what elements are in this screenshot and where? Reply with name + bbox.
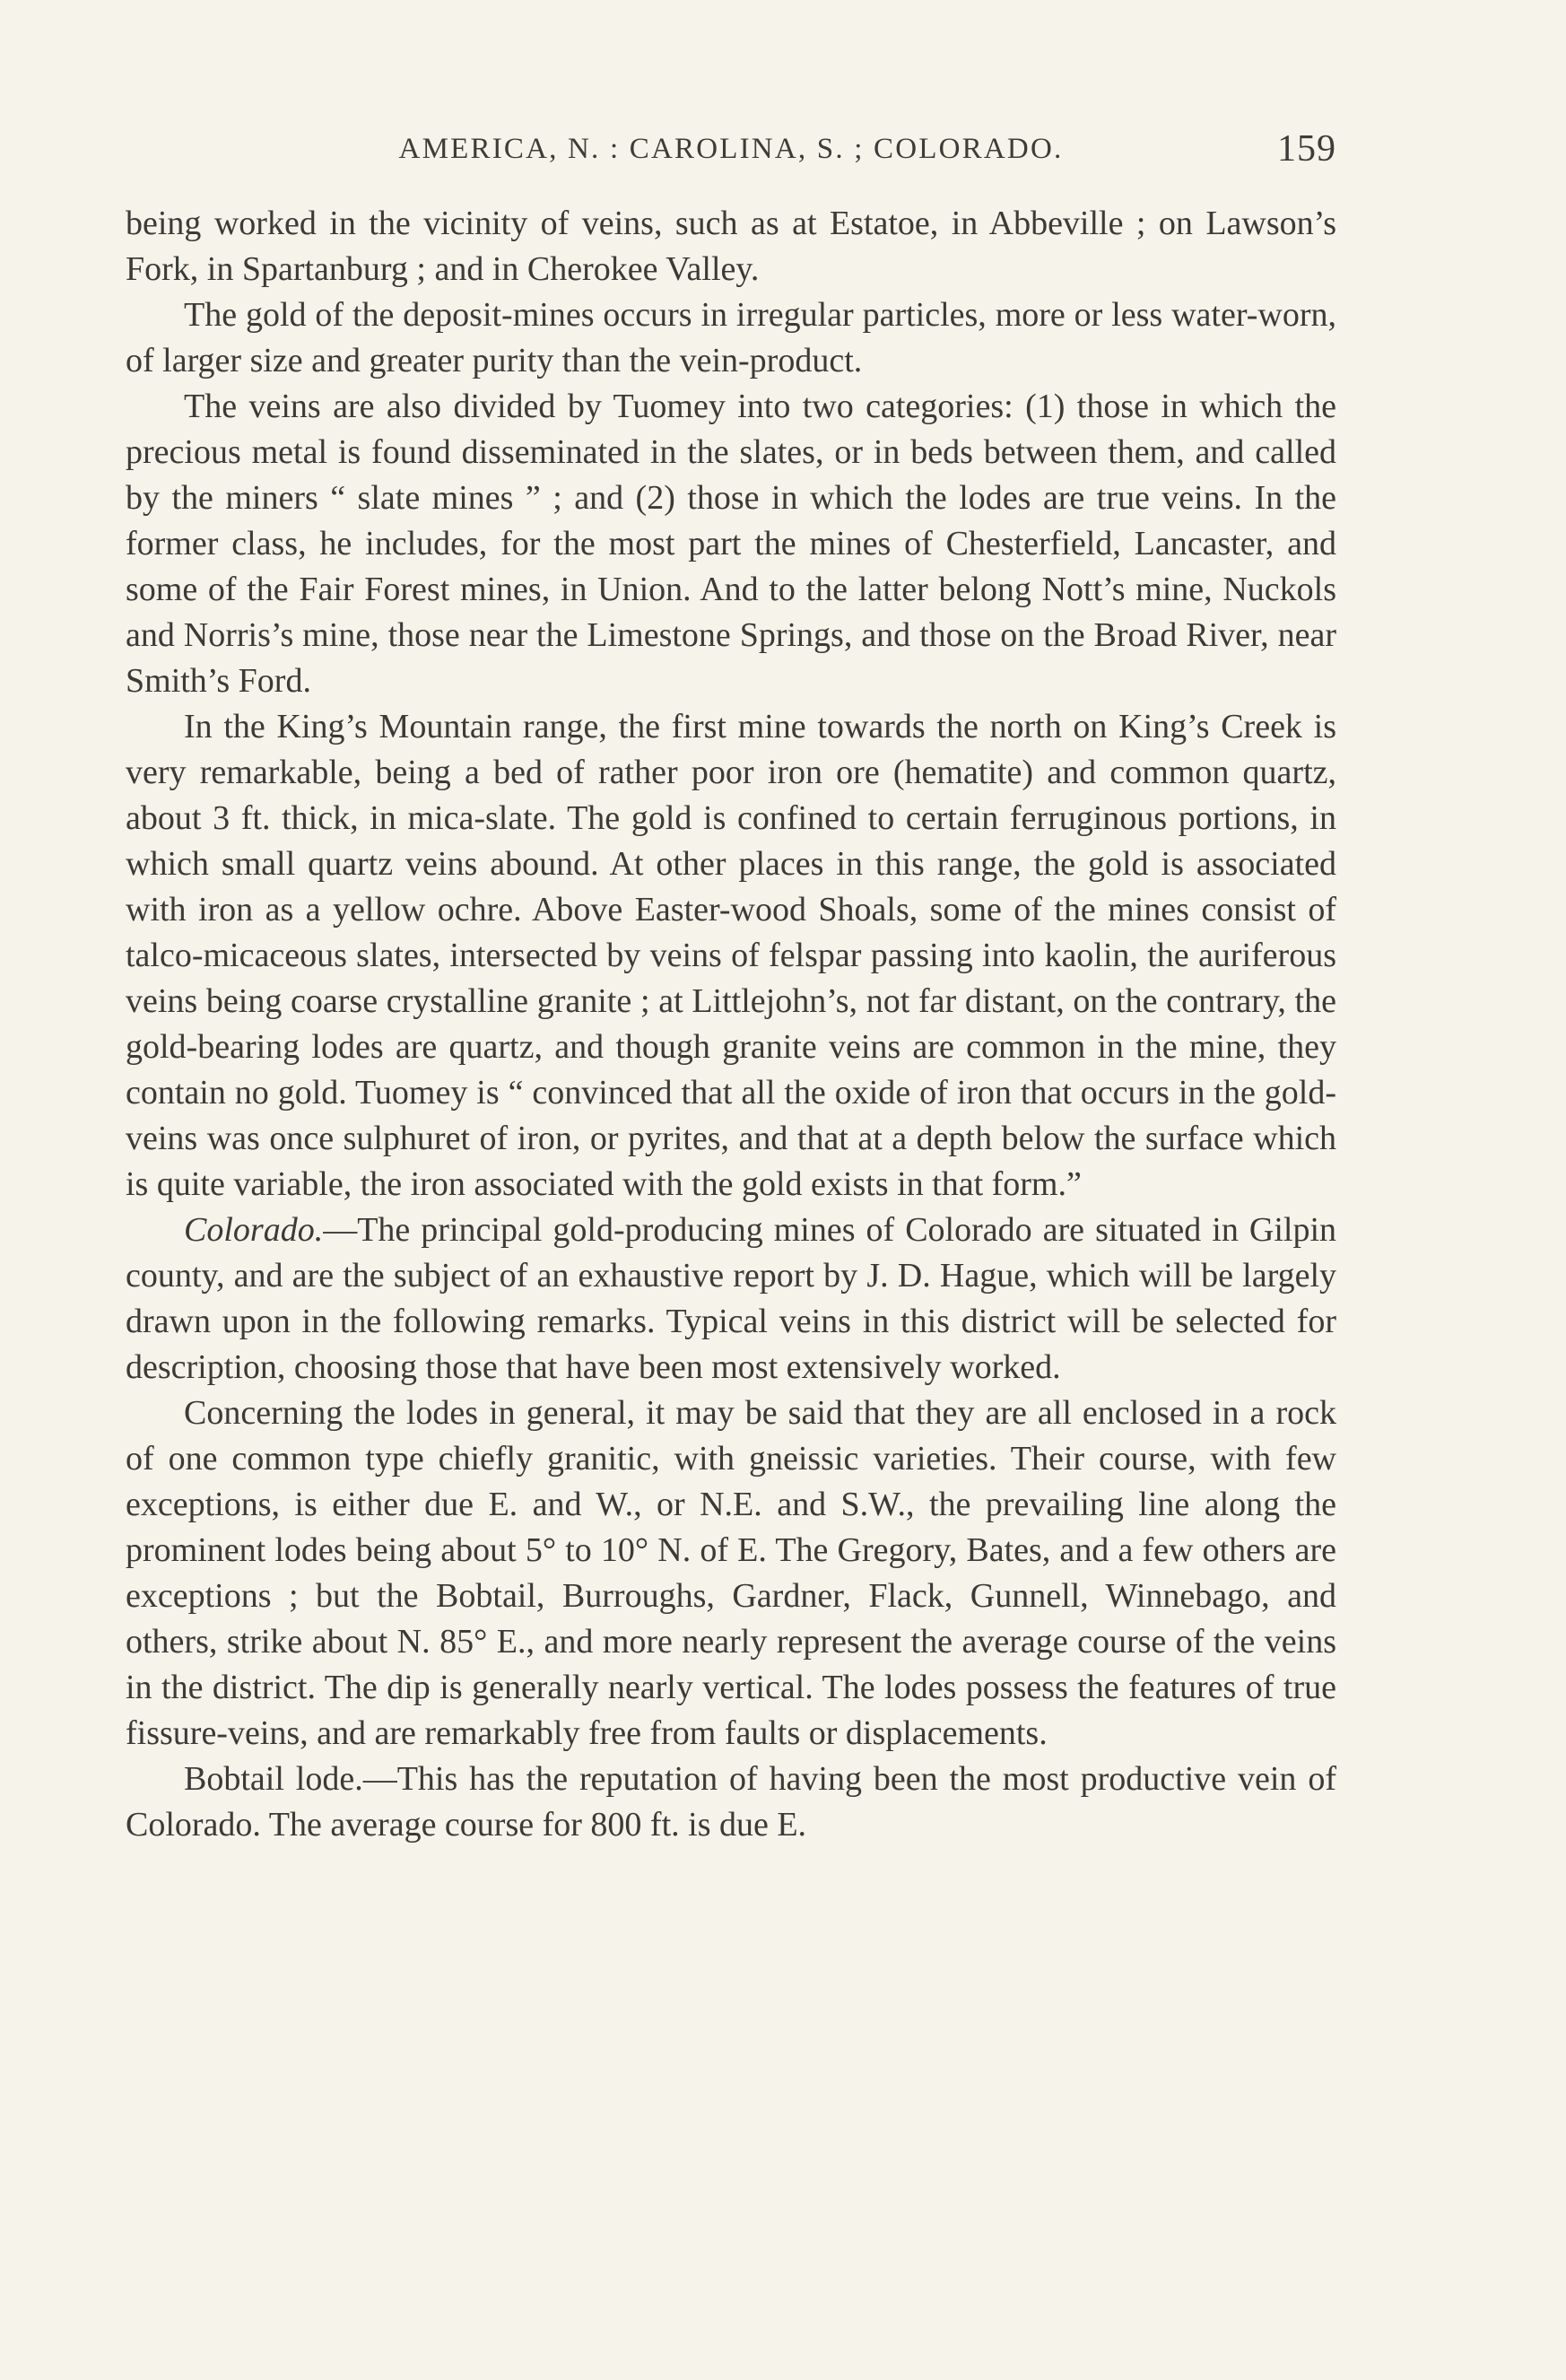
paragraph-3: The veins are also divided by Tuomey into two categories: (1) those in which the precious metal is found disseminated in the slates, or in beds between them, and called by the miners “ slate mines ” ; and (2) those in which the lodes are true veins. In the former class, he includes, for the most part the mines of Chesterfield, Lancaster, and some of the Fair Forest mines, in Union. And to the latter belong Nott’s mine, Nuckols and Norris’s mine, those near the Limestone Springs, and those on the Broad River, near Smith’s Ford. <box>126 388 1336 700</box>
running-title: AMERICA, N. : CAROLINA, S. ; COLORADO. <box>398 133 1064 165</box>
paragraph-2: The gold of the deposit-mines occurs in irregular particles, more or less water-worn, of larger size and greater purity than the vein-product. <box>126 296 1336 379</box>
running-head <box>126 124 1336 174</box>
paragraph-5-text: —The principal gold-producing mines of Colorado are situated in Gilpin county, and are the subject of an exhaustive report by J. D. Hague, which will be largely drawn upon in the following remarks. Typical veins in this district will be selected for description, choosing those that have been most extensively worked. <box>126 1211 1336 1386</box>
paragraph-1: being worked in the vicinity of veins, such as at Estatoe, in Abbeville ; on Lawson’s Fork, in Spartanburg ; and in Cherokee Valley. <box>126 205 1336 288</box>
body-text <box>126 201 1336 1848</box>
paragraph-5 <box>126 1207 1336 1391</box>
page-number: 159 <box>1277 128 1336 170</box>
paragraph-7: Bobtail lode.—This has the reputation of having been the most productive vein of Colorado. The average course for 800 ft. is due E. <box>126 1760 1336 1844</box>
section-heading-colorado: Colorado. <box>184 1211 324 1249</box>
paragraph-4: In the King’s Mountain range, the first mine towards the north on King’s Creek is very remarkable, being a bed of rather poor iron ore (hematite) and common quartz, about 3 ft. thick, in mica-slate. The gold is confined to certain ferruginous portions, in which small quartz veins abound. At other places in this range, the gold is associated with iron as a yellow ochre. Above Easter-wood Shoals, some of the mines consist of talco-micaceous slates, intersected by veins of felspar passing into kaolin, the auriferous veins being coarse crystalline granite ; at Littlejohn’s, not far distant, on the contrary, the gold-bearing lodes are quartz, and though granite veins are common in the mine, they contain no gold. Tuomey is “ convinced that all the oxide of iron that occurs in the gold-veins was once sulphuret of iron, or pyrites, and that at a depth below the surface which is quite variable, the iron associated with the gold exists in that form.” <box>126 708 1336 1203</box>
paragraph-6: Concerning the lodes in general, it may be said that they are all enclosed in a rock of one common type chiefly granitic, with gneissic varieties. Their course, with few exceptions, is either due E. and W., or N.E. and S.W., the prevailing line along the prominent lodes being about 5° to 10° N. of E. The Gregory, Bates, and a few others are exceptions ; but the Bobtail, Burroughs, Gardner, Flack, Gunnell, Winnebago, and others, strike about N. 85° E., and more nearly represent the average course of the veins in the district. The dip is generally nearly vertical. The lodes possess the features of true fissure-veins, and are remarkably free from faults or displacements. <box>126 1394 1336 1752</box>
